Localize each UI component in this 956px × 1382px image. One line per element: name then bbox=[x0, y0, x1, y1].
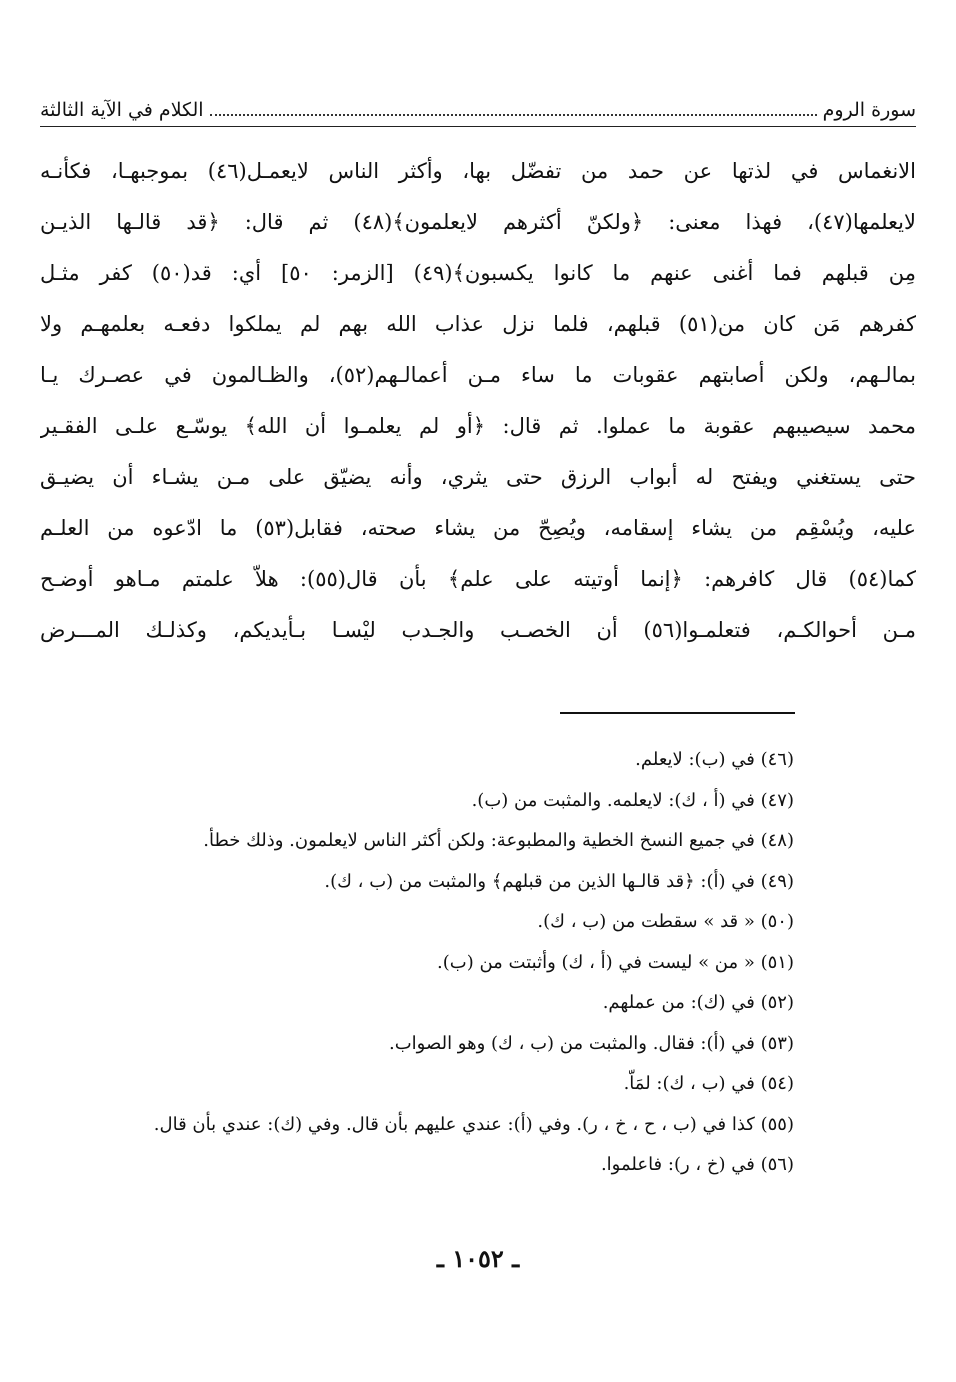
footnote-46: (٤٦) في (ب): لايعلم. bbox=[635, 749, 794, 770]
header-section: الكلام في الآية الثالثة bbox=[40, 99, 204, 121]
footnote-56: (٥٦) في (خ ، ر): فاعلموا. bbox=[600, 1154, 794, 1175]
footnote-51: (٥١) « من » ليست في (أ ، ك) وأثبتت من (ب). bbox=[437, 951, 794, 973]
footnote-53: (٥٣) في (أ): فقال. والمثبت من (ب ، ك) وهو الصواب. bbox=[389, 1032, 794, 1054]
footnote-54: (٥٤) في (ب ، ك): لمَاّ. bbox=[623, 1073, 794, 1094]
body-line: بمالـهم، ولكن أصابتهم عقوبات ما ساء مـن أعمالـهم(٥٢)، والظـالمون في عصـرك يـا bbox=[40, 363, 916, 387]
body-line: حتى يستغني ويفتح له أبواب الرزق حتى يثري، وأنه يضيّق على مـن يشـاء أن يضيـق bbox=[40, 465, 916, 489]
footnote-48: (٤٨) في جميع النسخ الخطية والمطبوعة: ولكن أكثر الناس لايعلمون. وذلك خطأ. bbox=[203, 830, 794, 851]
header-surah: سورة الروم bbox=[822, 99, 916, 121]
body-line: عليه، ويُسْقِم من يشاء إسقامه، ويُصِحّ من يشاء صحته، فقابل(٥٣) ما ادّعوه من العلـم bbox=[40, 516, 916, 540]
footnotes bbox=[34, 740, 794, 1186]
footnote-55: (٥٥) كذا في (ب ، ح ، خ ، ر). وفي (أ): عندي عليهم بأن قال. وفي (ك): عندي بأن قال. bbox=[153, 1113, 794, 1135]
body-line: محمد سيصيبهم عقوبة ما عملوا. ثم قال: ﴿أو لم يعلمـوا أن الله﴾ يوسّـع علـى الفقـير bbox=[40, 414, 916, 438]
body-line: مـن أحوالكـم، فتعلمـوا(٥٦) أن الخصـب والجـدب ليْسـا بـأيديكم، وكذلـك المـــرض bbox=[40, 618, 916, 642]
header-rule bbox=[40, 126, 916, 127]
body-line: لايعلمها(٤٧)، فهذا معنى: ﴿ولكنّ أكثرهم لايعلمون﴾(٤٨) ثم قال: ﴿قد قالـها الذيـن bbox=[40, 210, 916, 234]
body-line: الانغماس في لذتها عن حمد من تفضّل بها، وأكثر الناس لايعمـل(٤٦) بموجبهـا، فكأنـه bbox=[40, 159, 916, 183]
footnote-separator bbox=[560, 712, 795, 714]
page-number: ـ ١٠٥٢ ـ bbox=[436, 1244, 520, 1273]
body-line: كما(٥٤) قال كافرهم: ﴿إنما أوتيته على علم﴾ بأن قال(٥٥): هلاّ علمتم مـاهو أوضـح bbox=[40, 567, 916, 591]
footnote-47: (٤٧) في (أ ، ك): لايعلمه. والمثبت من (ب). bbox=[471, 789, 794, 811]
footnote-49: (٤٩) في (أ): ﴿قد قالـها الذين من قبلهم﴾ والمثبت من (ب ، ك). bbox=[324, 870, 794, 892]
header-dot-leader bbox=[210, 114, 817, 116]
footnote-52: (٥٢) في (ك): من عملهم. bbox=[602, 992, 794, 1013]
running-header bbox=[40, 92, 916, 124]
body-line: مِن قبلهم فما أغنى عنهم ما كانوا يكسبون﴾(٤٩) [الزمر: ٥٠] أي: قد(٥٠) كفر مثـل bbox=[40, 261, 916, 285]
body-line: كفرهم مَن كان من(٥١) قبلهم، فلما نزل عذاب الله بهم لم يملكوا دفعـه بعلمهـم ولا bbox=[40, 312, 916, 336]
main-text bbox=[40, 146, 916, 656]
footnote-50: (٥٠) « قد » سقطت من (ب ، ك). bbox=[537, 911, 794, 932]
